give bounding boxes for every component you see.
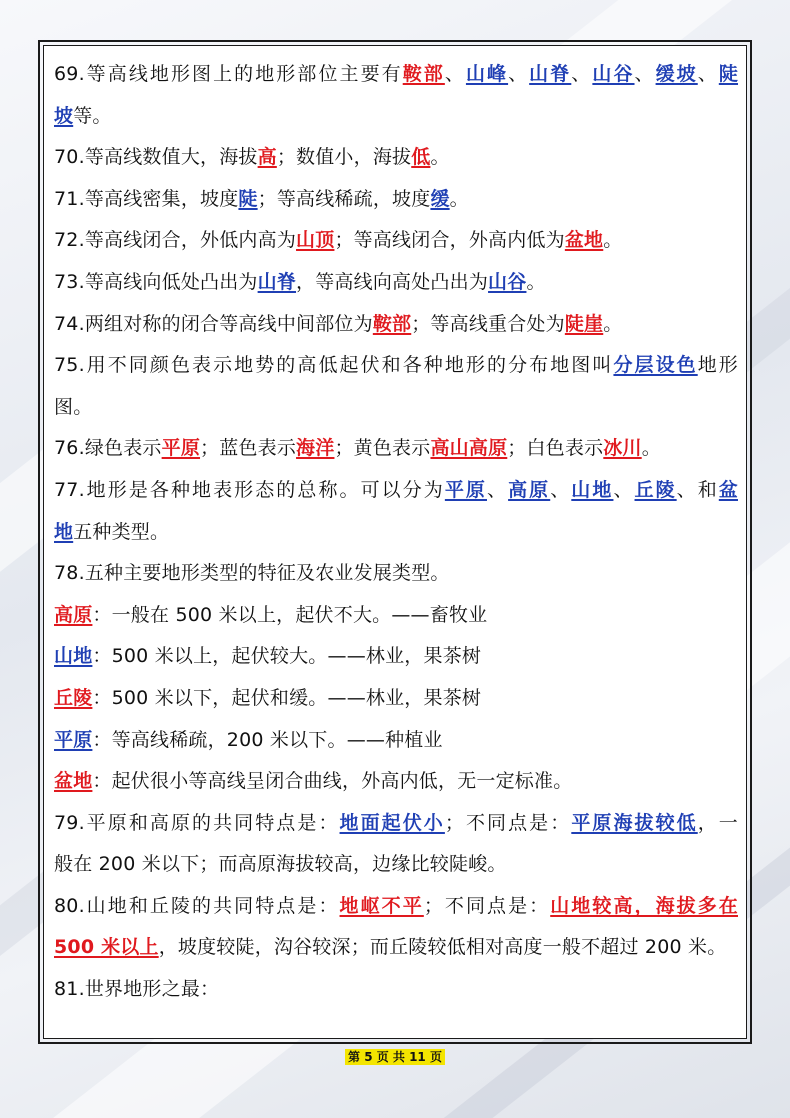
text-line — [54, 720, 738, 762]
text-segment: 78.五种主要地形类型的特征及农业发展类型。 — [54, 562, 450, 585]
text-line — [54, 262, 738, 304]
text-segment: 。 — [603, 312, 623, 335]
text-segment: 、 — [613, 478, 635, 501]
text-line — [54, 761, 738, 803]
text-segment: 地形 — [697, 354, 738, 377]
highlighted-term: 山峰 — [465, 63, 509, 85]
highlighted-term: 山脊 — [257, 270, 297, 293]
highlighted-term: 坡 — [54, 104, 74, 127]
text-segment: 、 — [508, 63, 530, 85]
document-body — [43, 45, 747, 1039]
highlighted-term: 山地较高，海拔多在 — [550, 894, 738, 917]
text-line — [54, 844, 738, 886]
text-segment: ；数值小，海拔 — [276, 146, 412, 169]
text-segment: 71.等高线密集，坡度 — [54, 187, 239, 210]
highlighted-term: 山谷 — [488, 270, 527, 293]
highlighted-term: 山谷 — [592, 63, 635, 85]
highlighted-term: 陡崖 — [564, 312, 604, 335]
highlighted-term: 平原 — [54, 728, 93, 751]
text-segment: 80.山地和丘陵的共同特点是： — [54, 894, 340, 917]
text-segment: ；等高线稀疏，坡度 — [257, 187, 431, 210]
text-line — [54, 512, 738, 554]
text-segment: ；等高线重合处为 — [411, 312, 565, 335]
text-segment: 等。 — [73, 104, 112, 127]
highlighted-term: 鞍部 — [402, 63, 445, 85]
text-segment: 74.两组对称的闭合等高线中间部位为 — [54, 312, 373, 335]
text-segment: 77.地形是各种地表形态的总称。可以分为 — [54, 478, 445, 501]
text-line — [54, 345, 738, 387]
highlighted-term: 冰川 — [603, 437, 642, 460]
highlighted-term: 缓坡 — [655, 63, 698, 85]
text-line — [54, 803, 738, 845]
highlighted-term: 高原 — [508, 478, 551, 501]
text-segment: 81.世界地形之最： — [54, 978, 220, 1001]
highlighted-term: 地面起伏小 — [339, 811, 445, 834]
highlighted-term: 分层设色 — [613, 354, 698, 377]
text-segment: ；不同点是： — [444, 811, 572, 834]
text-line — [54, 553, 738, 595]
highlighted-term: 山地 — [571, 478, 614, 501]
page-footer — [0, 1046, 790, 1065]
highlighted-term: 缓 — [430, 187, 450, 210]
text-segment: ；白色表示 — [507, 437, 604, 460]
text-segment: ，坡度较陡，沟谷较深；而丘陵较低相对高度一般不超过 200 米。 — [158, 936, 727, 959]
text-segment: 79.平原和高原的共同特点是： — [54, 811, 340, 834]
text-segment: 。 — [526, 270, 546, 293]
highlighted-term: 盆地 — [54, 770, 93, 793]
text-segment: ：500 米以上，起伏较大。——林业，果茶树 — [92, 645, 482, 668]
text-segment: 般在 200 米以下；而高原海拔较高，边缘比较陡峻。 — [54, 853, 507, 876]
text-line — [54, 428, 738, 470]
text-line — [54, 470, 738, 512]
text-line — [54, 969, 738, 1011]
text-segment: 、 — [697, 63, 719, 85]
highlighted-term: 500 米以上 — [54, 936, 159, 959]
highlighted-term: 陡 — [718, 63, 739, 85]
highlighted-term: 盆 — [718, 478, 738, 501]
highlighted-term: 低 — [411, 146, 431, 169]
highlighted-term: 丘陵 — [54, 686, 93, 709]
text-segment: 、 — [444, 63, 466, 85]
text-segment: 73.等高线向低处凸出为 — [54, 270, 258, 293]
text-segment: ：一般在 500 米以上，起伏不大。——畜牧业 — [92, 603, 488, 626]
text-line — [54, 220, 738, 262]
text-segment: ：起伏很小等高线呈闭合曲线，外高内低，无一定标准。 — [92, 770, 573, 793]
text-segment: 、 — [487, 478, 509, 501]
highlighted-term: 高山高原 — [430, 437, 508, 460]
text-line — [54, 678, 738, 720]
highlighted-term: 平原 — [444, 478, 487, 501]
text-segment: 76.绿色表示 — [54, 437, 162, 460]
text-segment: 图。 — [54, 395, 93, 418]
highlighted-term: 平原海拔较低 — [571, 811, 698, 834]
document-frame — [38, 40, 752, 1044]
text-segment: 五种类型。 — [73, 520, 170, 543]
highlighted-term: 山顶 — [296, 229, 335, 252]
text-segment: 、 — [550, 478, 572, 501]
highlighted-term: 鞍部 — [372, 312, 412, 335]
text-segment: ，一 — [697, 811, 739, 834]
text-segment: 70.等高线数值大，海拔 — [54, 146, 258, 169]
highlighted-term: 高原 — [54, 603, 93, 626]
text-segment: ：等高线稀疏，200 米以下。——种植业 — [92, 728, 443, 751]
highlighted-term: 山脊 — [529, 63, 572, 85]
text-segment: 、和 — [676, 478, 719, 501]
page-number-label: 第 5 页 共 11 页 — [345, 1049, 445, 1065]
text-line — [54, 886, 738, 928]
text-segment: ：500 米以下，起伏和缓。——林业，果茶树 — [92, 686, 482, 709]
text-segment: 72.等高线闭合，外低内高为 — [54, 229, 297, 252]
text-segment: 。 — [449, 187, 469, 210]
highlighted-term: 地 — [54, 520, 74, 543]
text-segment: 。 — [430, 146, 450, 169]
highlighted-term: 陡 — [238, 187, 258, 210]
text-line — [54, 304, 738, 346]
highlighted-term: 地岖不平 — [339, 894, 424, 917]
text-line — [54, 96, 738, 138]
text-segment: 、 — [571, 63, 593, 85]
text-segment: ；等高线闭合，外高内低为 — [334, 229, 565, 252]
text-segment: 、 — [634, 63, 656, 85]
text-segment: 75.用不同颜色表示地势的高低起伏和各种地形的分布地图叫 — [54, 354, 614, 377]
text-segment: ；不同点是： — [423, 894, 551, 917]
text-segment: ；蓝色表示 — [200, 437, 297, 460]
text-line — [54, 636, 738, 678]
text-line — [54, 137, 738, 179]
text-segment: ，等高线向高处凸出为 — [296, 270, 489, 293]
highlighted-term: 山地 — [54, 645, 93, 668]
text-line — [54, 179, 738, 221]
text-line — [54, 595, 738, 637]
text-segment: 。 — [603, 229, 623, 252]
highlighted-term: 平原 — [161, 437, 201, 460]
text-line — [54, 387, 738, 429]
highlighted-term: 高 — [257, 146, 277, 169]
text-segment: 69.等高线地形图上的地形部位主要有 — [54, 63, 403, 85]
text-segment: 。 — [641, 437, 661, 460]
text-line — [54, 927, 738, 969]
highlighted-term: 盆地 — [564, 229, 604, 252]
text-segment: ；黄色表示 — [334, 437, 431, 460]
text-line — [54, 54, 738, 96]
highlighted-term: 海洋 — [296, 437, 335, 460]
highlighted-term: 丘陵 — [634, 478, 677, 501]
